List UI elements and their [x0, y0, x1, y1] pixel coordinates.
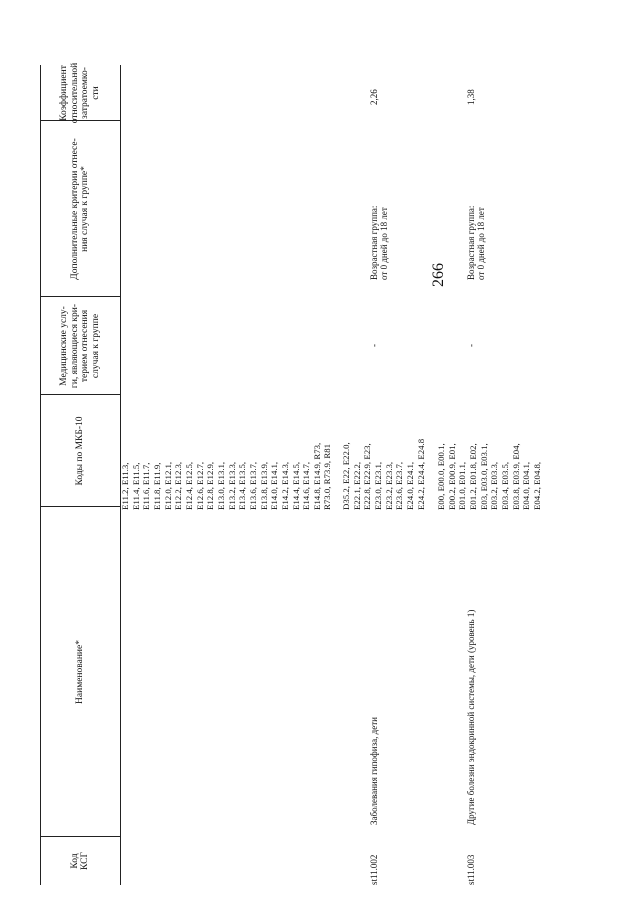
row-icd-codes: D35.2, E22, E22.0, E22.1, E22.2, E22.8, E22.9, E23, E23.0, E23.1, E23.2, E23.3, E23.6, E23.7, E24.0, E24.1, E24.2, E24.4, E24.8: [341, 438, 426, 510]
continuation-codes: E11.2, E11.3, E11.4, E11.5, E11.6, E11.7, E11.8, E11.9, E12.0, E12.1, E12.2, E12.3, E12.4, E12.5, E12.6, E12.7, E12.8, E12.9, E13.0, E13.1, E13.2, E13.3, E13.4, E13.5, E13.6, E13.7, E13.8, E13.9, E14.0, E14.1, E14.2, E14.3, E14.4, E14.5, E14.6, E14.7, E14.8, E14.9, R73, R73.0, R73.9, R81: [120, 442, 333, 510]
header-criteria: Дополнительные критерии отнесе- ния случая к группе*: [69, 138, 90, 280]
header-coefficient: Коэффициент относительной затратоемко- сти: [59, 62, 101, 124]
row-coefficient: 1,38: [466, 89, 476, 105]
header-services: Медицинские услу- ги, являющиеся кри- терием отнесения случая к группе: [59, 303, 101, 389]
row-services: -: [466, 344, 476, 347]
row-name: Другие болезни эндокринной системы, дети (уровень 1): [466, 609, 476, 825]
row-name: Заболевания гипофиза, дети: [369, 717, 379, 825]
row-code: st11.002: [369, 854, 379, 885]
row-icd-codes: E00, E00.0, E00.1, E00.2, E00.9, E01, E01.0, E01.1, E01.2, E01.8, E02, E03, E03.0, E03.1, E03.2, E03.3, E03.4, E03.5, E03.8, E03.9, E04, E04.0, E04.1, E04.2, E04.8,: [436, 443, 542, 510]
header-icd: Коды по МКБ-10: [74, 416, 85, 486]
header-code: Код КСГ: [69, 852, 90, 870]
row-coefficient: 2,26: [369, 89, 379, 105]
page-number: 266: [430, 263, 447, 287]
row-criteria: Возрастная группа: от 0 дней до 18 лет: [369, 205, 390, 280]
row-services: -: [369, 344, 379, 347]
row-criteria: Возрастная группа: от 0 дней до 18 лет: [466, 205, 487, 280]
row-code: st11.003: [466, 854, 476, 885]
header-name: Наименование*: [74, 640, 85, 704]
